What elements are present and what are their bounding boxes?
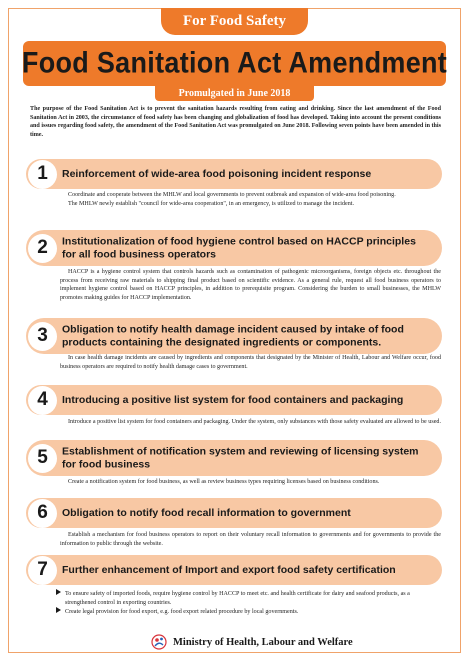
ministry-logo-icon bbox=[151, 634, 167, 650]
section-paragraph: HACCP is a hygiene control system that controls hazards such as contamination of pathogenic microorganisms, foreign objects etc. throughout the process from receiving raw materials to shipping final product based on scientific evidence. As a general rule, request all food business operators to implement hygiene control based on HACCP principles, in addition to prerequisite program. Considering the burden to small businesses, the MHLW promotes making guides for HACCP implementation. bbox=[60, 269, 441, 301]
section-1-body bbox=[60, 191, 441, 208]
section-4-header bbox=[26, 385, 442, 415]
section-7-bullets bbox=[56, 589, 442, 617]
section-3-header bbox=[26, 318, 442, 354]
section-title: Institutionalization of food hygiene control based on HACCP principles for all food business operators bbox=[62, 235, 416, 260]
section-title: Establishment of notification system and reviewing of licensing system for food business bbox=[62, 445, 419, 470]
section-2-body bbox=[60, 268, 441, 302]
section-3-body bbox=[60, 354, 441, 371]
list-item bbox=[56, 589, 442, 607]
section-paragraph: Introduce a positive list system for food containers and packaging. Under the system, only substances with those safety evaluated are allowed to be used. bbox=[68, 419, 441, 425]
section-title: Further enhancement of Import and export food safety certification bbox=[62, 563, 396, 576]
section-paragraph: The MHLW newly establish "council for wide-area cooperation", in an emergency, is utilized to manage the incident. bbox=[68, 200, 354, 207]
intro-paragraph: The purpose of the Food Sanitation Act is to prevent the sanitation hazards resulting from eating and drinking. Since the last amendment of the Food Sanitation Act in 2003, the circumstance of food safety has been changing and globalization of food has developed. Taking into account the present conditions and issues regarding food safety, the amendment of the Food Sanitation Act was promulgated on June 2018. Following seven points have been amended in this time. bbox=[30, 106, 441, 139]
title-banner bbox=[23, 41, 446, 86]
promulgated-badge: Promulgated in June 2018 bbox=[155, 86, 314, 101]
triangle-bullet-icon bbox=[56, 589, 61, 595]
bullet-text: To ensure safety of imported foods, require hygiene control by HACCP to meet etc. and health certificate for dairy and seafood products, as a strengthened control in exporting countries. bbox=[65, 591, 410, 606]
footer bbox=[151, 633, 353, 651]
section-paragraph: In case health damage incidents are caused by ingredients and components that designated by the Minister of Health, Labour and Welfare occur, food business operators are required to notify health damage cases to government. bbox=[60, 355, 441, 370]
section-1-header bbox=[26, 159, 442, 189]
ministry-name: Ministry of Health, Labour and Welfare bbox=[173, 636, 353, 648]
section-4-body bbox=[60, 418, 441, 427]
list-item bbox=[56, 607, 442, 617]
section-number: 3 bbox=[28, 322, 57, 351]
section-number: 2 bbox=[28, 234, 57, 263]
section-number: 4 bbox=[28, 386, 57, 415]
triangle-bullet-icon bbox=[56, 607, 61, 613]
section-6-body bbox=[60, 531, 441, 548]
section-paragraph: Create a notification system for food business, as well as review business types requiring licenses based on business conditions. bbox=[68, 479, 380, 485]
section-paragraph: Coordinate and cooperate between the MHLW and local governments to prevent outbreak and expansion of wide-area food poisoning. bbox=[68, 192, 396, 198]
section-title: Obligation to notify food recall information to government bbox=[62, 506, 351, 519]
section-5-header bbox=[26, 440, 442, 476]
section-paragraph: Establish a mechanism for food business operators to report on their voluntary recall information to governments and for governments to provide the information to public through the website. bbox=[60, 532, 441, 547]
section-number: 6 bbox=[28, 499, 57, 528]
section-2-header bbox=[26, 230, 442, 266]
section-title: Reinforcement of wide-area food poisoning incident response bbox=[62, 167, 372, 180]
section-title: Obligation to notify health damage incident caused by intake of food products containing the designated ingredients or components. bbox=[62, 323, 404, 348]
bullet-text: Create legal provision for food export, e.g. food export related procedure by local governments. bbox=[65, 609, 299, 616]
section-title: Introducing a positive list system for food containers and packaging bbox=[62, 393, 404, 406]
section-6-header bbox=[26, 498, 442, 528]
page-title: Food Sanitation Act Amendment bbox=[21, 46, 448, 80]
header-tab: For Food Safety bbox=[161, 8, 308, 35]
section-number: 5 bbox=[28, 444, 57, 473]
section-number: 1 bbox=[28, 160, 57, 189]
section-number: 7 bbox=[28, 556, 57, 585]
section-7-header bbox=[26, 555, 442, 585]
section-5-body bbox=[60, 478, 441, 487]
